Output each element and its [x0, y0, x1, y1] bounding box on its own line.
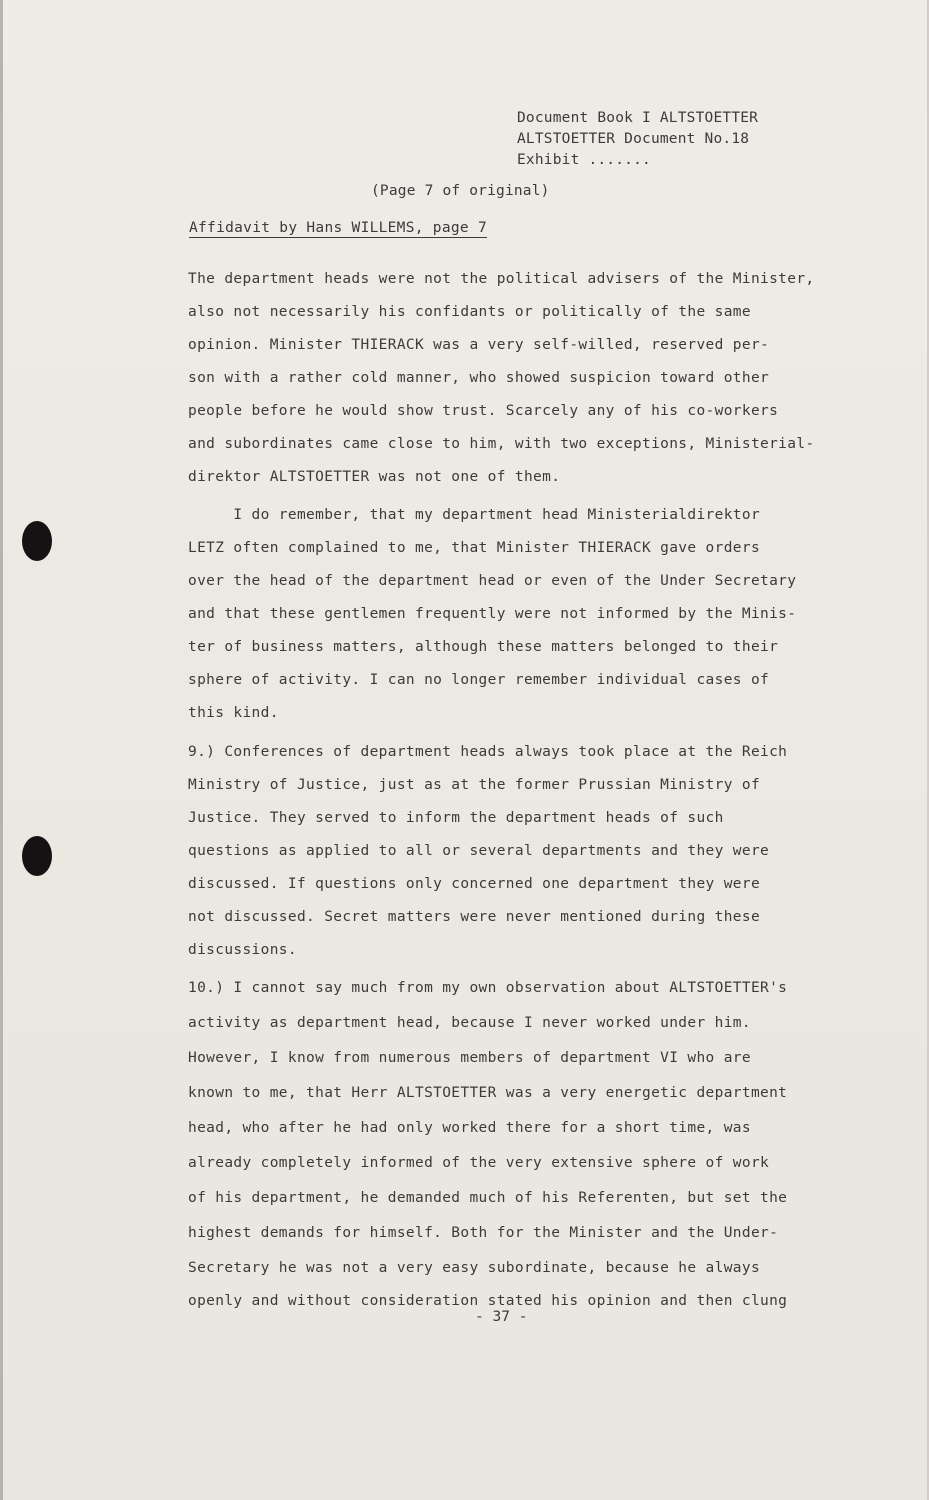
header-document-book: Document Book I ALTSTOETTER [517, 110, 759, 126]
page-reference: (Page 7 of original) [371, 183, 550, 199]
text-line: Ministry of Justice, just as at the former Prussian Ministry of [188, 777, 761, 793]
document-header [517, 108, 758, 171]
page-left-edge [0, 0, 3, 1500]
text-line: The department heads were not the political advisers of the Minister, [188, 271, 815, 287]
text-line: I do remember, that my department head Ministerialdirektor [188, 507, 761, 523]
text-line: and that these gentlemen frequently were not informed by the Minis- [188, 606, 797, 622]
text-line: activity as department head, because I never worked under him. [188, 1015, 751, 1031]
text-line: and subordinates came close to him, with two exceptions, Ministerial- [188, 436, 815, 452]
text-line: However, I know from numerous members of department VI who are [188, 1050, 751, 1066]
text-line: discussions. [188, 942, 297, 958]
text-line: 9.) Conferences of department heads always took place at the Reich [188, 744, 788, 760]
text-line: openly and without consideration stated his opinion and then clung [188, 1293, 788, 1309]
text-line: direktor ALTSTOETTER was not one of them. [188, 469, 561, 485]
text-line: people before he would show trust. Scarcely any of his co-workers [188, 403, 779, 419]
text-line: ter of business matters, although these matters belonged to their [188, 639, 779, 655]
text-line: 10.) I cannot say much from my own observation about ALTSTOETTER's [188, 980, 788, 996]
text-line: also not necessarily his confidants or politically of the same [188, 304, 751, 320]
text-line: highest demands for himself. Both for the Minister and the Under- [188, 1225, 779, 1241]
page-number: - 37 - [475, 1309, 528, 1325]
text-line: known to me, that Herr ALTSTOETTER was a very energetic department [188, 1085, 788, 1101]
text-line: questions as applied to all or several departments and they were [188, 843, 770, 859]
text-line: LETZ often complained to me, that Minister THIERACK gave orders [188, 540, 761, 556]
punch-hole-upper [22, 521, 52, 561]
header-document-number: ALTSTOETTER Document No.18 [517, 131, 750, 147]
text-line: this kind. [188, 705, 279, 721]
text-line: of his department, he demanded much of his Referenten, but set the [188, 1190, 788, 1206]
affidavit-title: Affidavit by Hans WILLEMS, page 7 [189, 220, 487, 236]
punch-hole-lower [22, 836, 52, 876]
text-line: son with a rather cold manner, who showed suspicion toward other [188, 370, 770, 386]
header-exhibit: Exhibit ....... [517, 152, 651, 168]
text-line: over the head of the department head or even of the Under Secretary [188, 573, 797, 589]
text-line: head, who after he had only worked there for a short time, was [188, 1120, 751, 1136]
text-line: Justice. They served to inform the department heads of such [188, 810, 724, 826]
text-line: already completely informed of the very extensive sphere of work [188, 1155, 770, 1171]
text-line: opinion. Minister THIERACK was a very self-willed, reserved per- [188, 337, 770, 353]
text-line: sphere of activity. I can no longer remember individual cases of [188, 672, 770, 688]
text-line: Secretary he was not a very easy subordinate, because he always [188, 1260, 761, 1276]
text-line: not discussed. Secret matters were never mentioned during these [188, 909, 761, 925]
text-line: discussed. If questions only concerned one department they were [188, 876, 761, 892]
